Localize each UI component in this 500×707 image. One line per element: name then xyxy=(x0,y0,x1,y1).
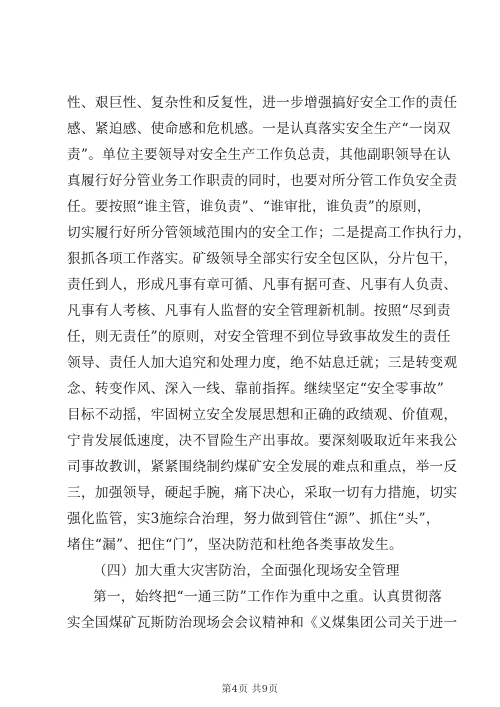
body-text-line: 感、紧迫感、使命感和危机感。一是认真落实安全生产“一岗双 xyxy=(67,121,451,137)
body-text-line: 任，则无责任”的原则，对安全管理不到位导致事故发生的责任 xyxy=(67,329,451,345)
section-heading: （四）加大重大灾害防治，全面强化现场安全管理 xyxy=(93,563,400,579)
body-text-line: 三，加强领导，硬起手腕，痛下决心，采取一切有力措施，切实 xyxy=(67,485,458,501)
body-text-line: 司事故教训，紧紧围绕制约煤矿安全发展的难点和重点，举一反 xyxy=(67,459,458,475)
body-text-line: 宁肯发展低速度，决不冒险生产出事故。要深刻吸取近年来我公 xyxy=(67,433,458,449)
body-text-line: 第一，始终把“一通三防”工作作为重中之重。认真贯彻落 xyxy=(93,589,443,605)
body-text-line: 责”。单位主要领导对安全生产工作负总责，其他副职领导在认 xyxy=(67,147,451,163)
body-text-line: 狠抓各项工作落实。矿级领导全部实行安全包区队，分片包干， xyxy=(67,251,458,267)
body-text-line: 念、转变作风、深入一线、靠前指挥。继续坚定“安全零事故” xyxy=(67,381,445,397)
body-text-line: 目标不动摇，牢固树立安全发展思想和正确的政绩观、价值观， xyxy=(67,407,458,423)
body-text-line: 责任到人，形成凡事有章可循、凡事有据可查、凡事有人负责、 xyxy=(67,277,458,293)
body-text-line: 凡事有人考核、凡事有人监督的安全管理新机制。按照“尽到责 xyxy=(67,303,451,319)
body-text-line: 性、艰巨性、复杂性和反复性，进一步增强搞好安全工作的责任 xyxy=(67,95,458,111)
body-text-line: 实全国煤矿瓦斯防治现场会会议精神和《义煤集团公司关于进一 xyxy=(67,615,458,631)
page-footer: 第4页 共9页 xyxy=(221,684,279,695)
body-text-line: 堵住“漏”、把住“门”，坚决防范和杜绝各类事故发生。 xyxy=(67,537,403,553)
body-text-line: 领导、责任人加大追究和处理力度，绝不姑息迁就；三是转变观 xyxy=(67,355,458,371)
body-text-line: 真履行好分管业务工作职责的同时，也要对所分管工作负安全责 xyxy=(67,173,458,189)
body-text-line: 强化监管，实3施综合治理，努力做到管住“源”、抓住“头”， xyxy=(67,511,440,527)
body-text-line: 切实履行好所分管领域范围内的安全工作；二是提高工作执行力， xyxy=(67,225,472,241)
body-text-line: 任。要按照“谁主管，谁负责”、“谁审批，谁负责”的原则， xyxy=(67,199,431,215)
